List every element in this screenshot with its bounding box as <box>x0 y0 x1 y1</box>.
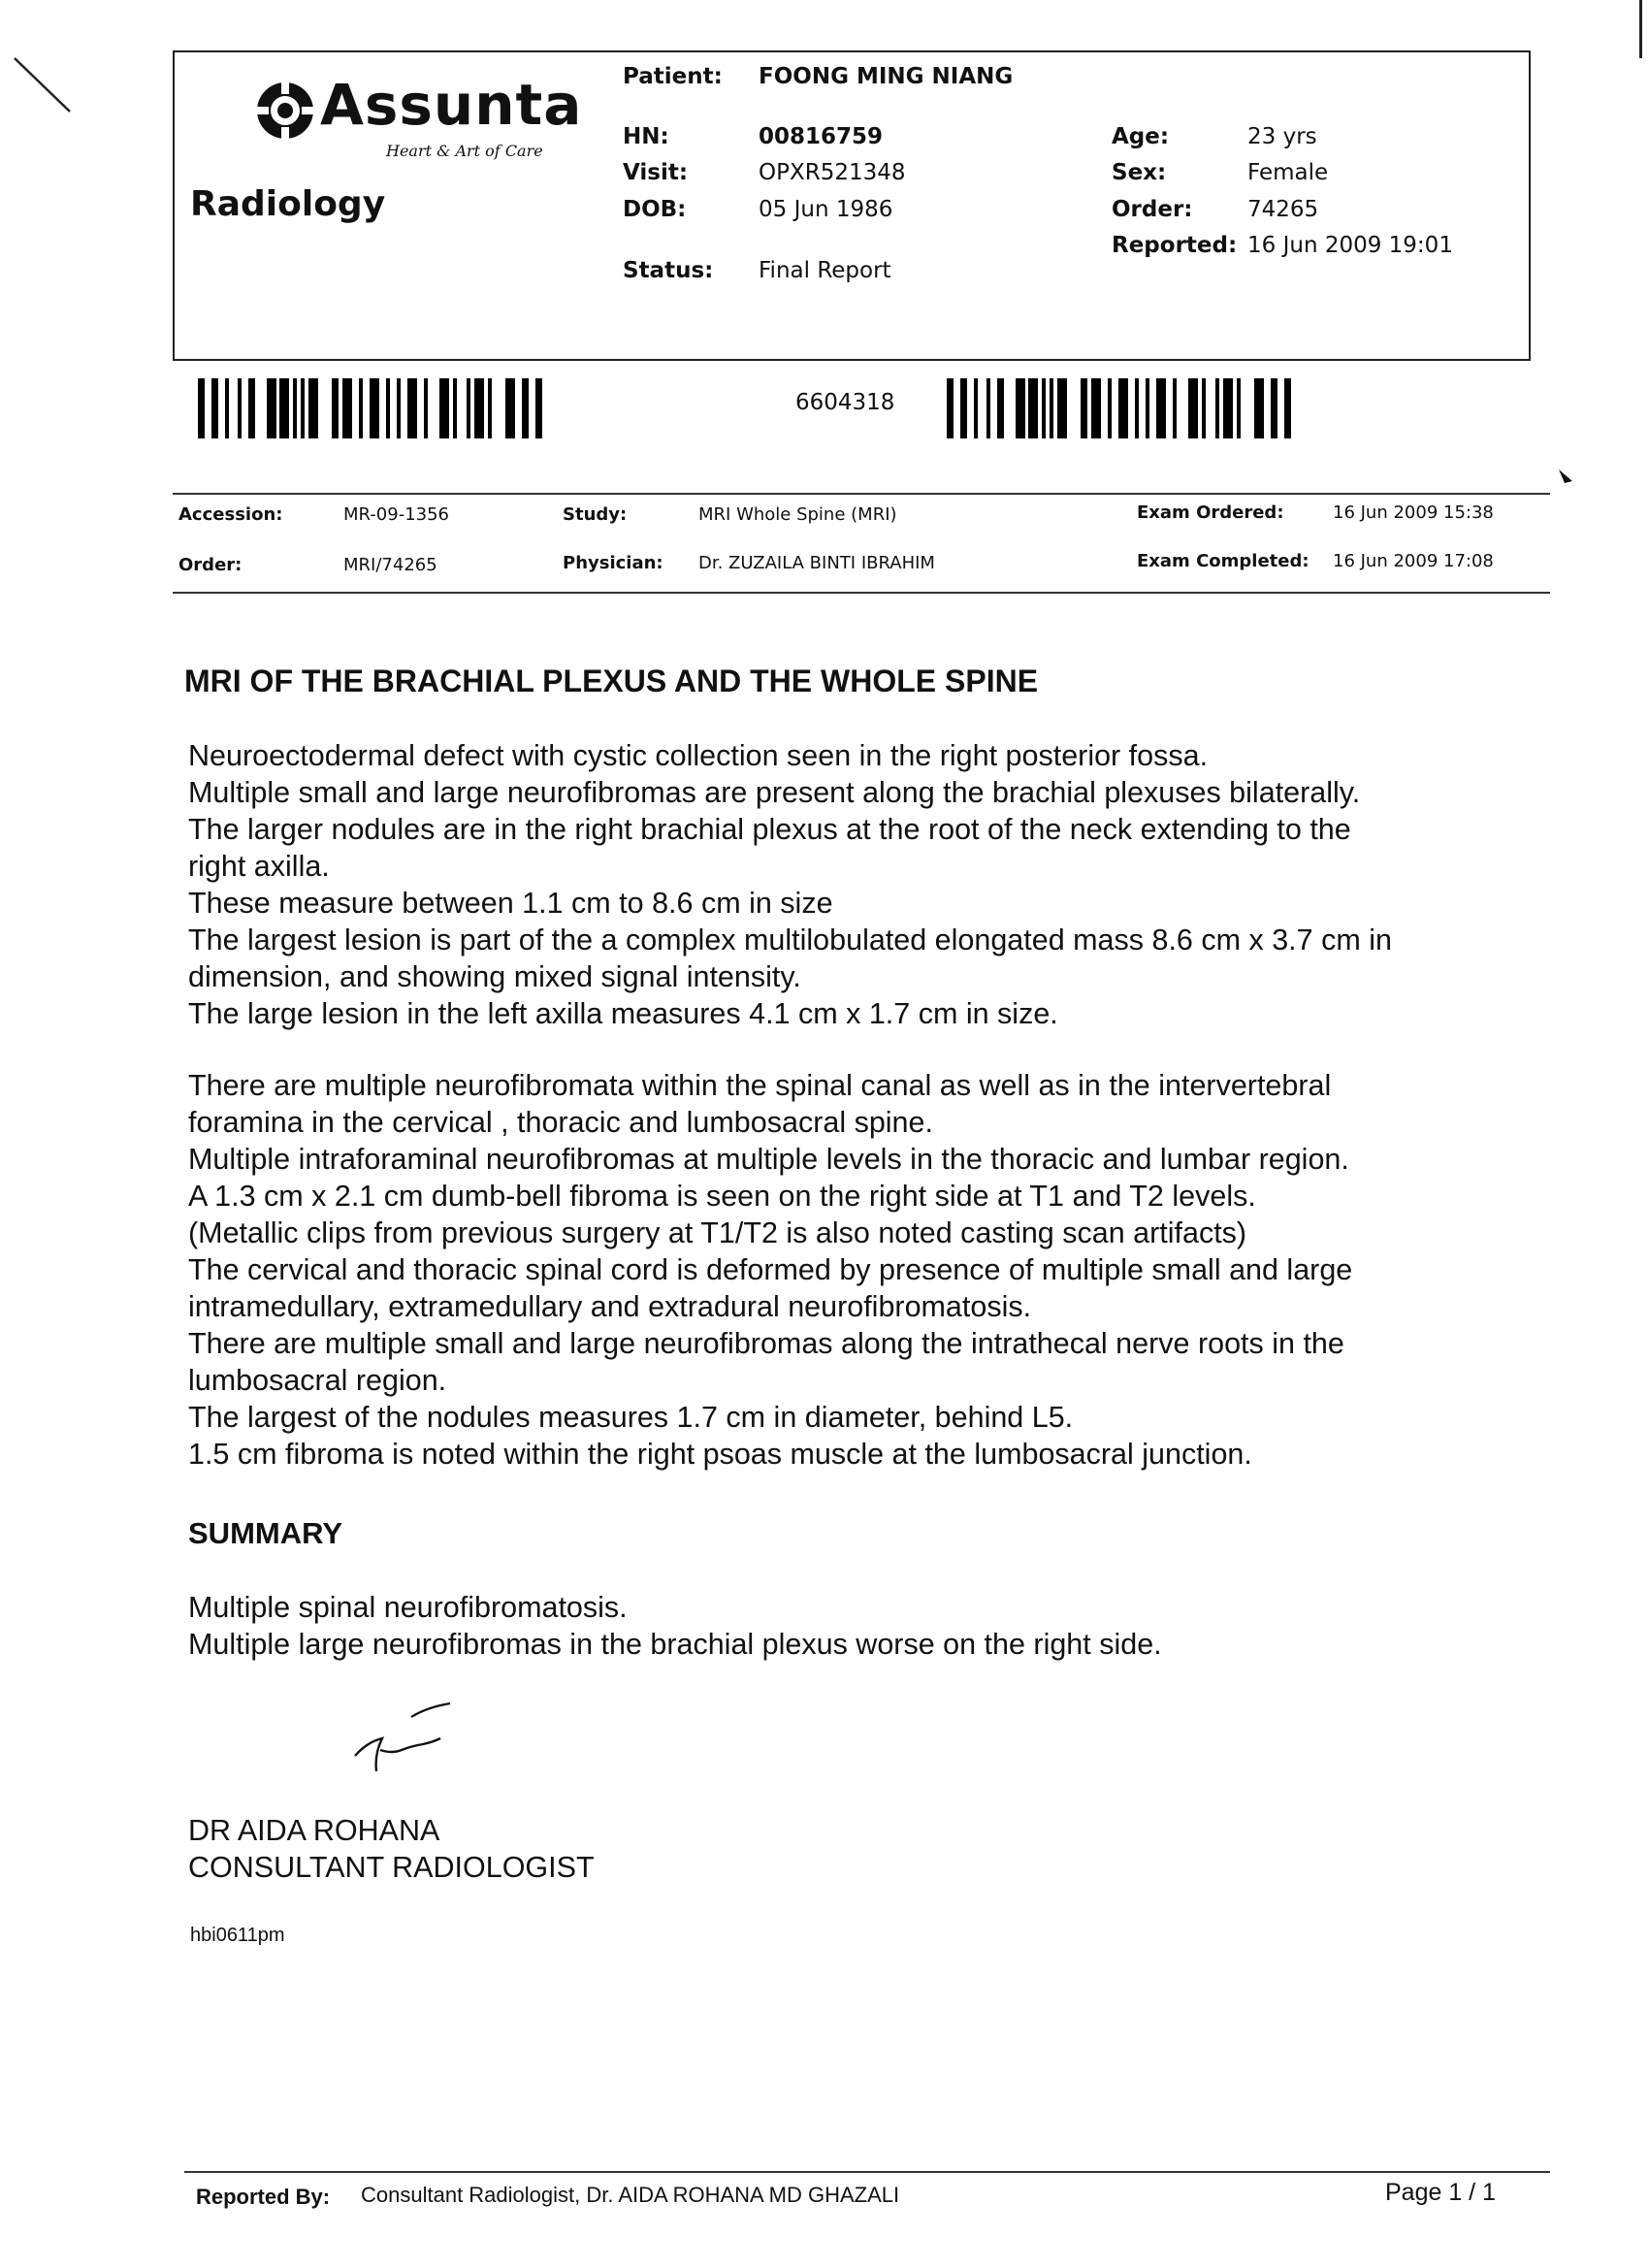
finding-line: There are multiple small and large neurofibromas along the intrathecal nerve roots in the <box>188 1327 1344 1360</box>
physician-value: Dr. ZUZAILA BINTI IBRAHIM <box>698 553 935 573</box>
patient-value: FOONG MING NIANG <box>759 64 1014 89</box>
arrow-mark <box>1557 468 1576 497</box>
assunta-logo-icon <box>254 80 316 142</box>
physician-label: Physician: <box>563 553 663 573</box>
finding-line: There are multiple neurofibromata within the spinal canal as well as in the intervertebral <box>188 1069 1332 1102</box>
finding-line: The cervical and thoracic spinal cord is deformed by presence of multiple small and large <box>188 1253 1353 1286</box>
finding-line: lumbosacral region. <box>188 1364 447 1397</box>
scan-mark <box>10 53 78 121</box>
accession-label: Accession: <box>178 504 283 525</box>
reported-label: Reported: <box>1112 233 1238 258</box>
summary-line: Multiple large neurofibromas in the brachial plexus worse on the right side. <box>188 1628 1162 1661</box>
scan-edge-mark <box>1639 0 1642 58</box>
department-title: Radiology <box>190 184 386 224</box>
reported-value: 16 Jun 2009 19:01 <box>1247 233 1453 258</box>
finding-line: 1.5 cm fibroma is noted within the right psoas muscle at the lumbosacral junction. <box>188 1438 1252 1471</box>
finding-line: foramina in the cervical , thoracic and lumbosacral spine. <box>188 1106 933 1139</box>
logo-tagline: Heart & Art of Care <box>386 142 543 160</box>
age-label: Age: <box>1112 124 1170 149</box>
status-label: Status: <box>623 258 714 283</box>
reported-by-value: Consultant Radiologist, Dr. AIDA ROHANA MD GHAZALI <box>361 2183 900 2207</box>
finding-line: The largest lesion is part of the a complex multilobulated elongated mass 8.6 cm x 3.7 cm in <box>188 923 1392 956</box>
sex-label: Sex: <box>1112 160 1167 185</box>
order-value: 74265 <box>1247 197 1319 222</box>
radiologist-name: DR AIDA ROHANA <box>188 1814 440 1847</box>
finding-line: dimension, and showing mixed signal intensity. <box>188 960 801 993</box>
study-info-top-rule <box>173 493 1550 495</box>
accession-value: MR-09-1356 <box>343 504 450 525</box>
reported-by-label: Reported By: <box>196 2185 331 2209</box>
reference-code: hbi0611pm <box>190 1925 285 1946</box>
report-title: MRI OF THE BRACHIAL PLEXUS AND THE WHOLE SPINE <box>184 664 1039 698</box>
finding-line: Multiple intraforaminal neurofibromas at multiple levels in the thoracic and lumbar region. <box>188 1143 1349 1176</box>
handwritten-signature <box>345 1696 471 1783</box>
page-number: Page 1 / 1 <box>1385 2179 1496 2206</box>
exam-ordered-value: 16 Jun 2009 15:38 <box>1333 502 1494 523</box>
dob-label: DOB: <box>623 197 687 222</box>
summary-line: Multiple spinal neurofibromatosis. <box>188 1591 628 1624</box>
finding-line: intramedullary, extramedullary and extradural neurofibromatosis. <box>188 1290 1032 1323</box>
findings-paragraph-1 <box>188 737 1392 1032</box>
study-info-bottom-rule <box>173 592 1550 594</box>
sex-value: Female <box>1247 160 1329 185</box>
age-value: 23 yrs <box>1247 124 1317 149</box>
hn-label: HN: <box>623 124 669 149</box>
visit-value: OPXR521348 <box>759 160 906 185</box>
exam-completed-value: 16 Jun 2009 17:08 <box>1333 551 1494 571</box>
dob-value: 05 Jun 1986 <box>759 197 893 222</box>
study-label: Study: <box>563 504 628 525</box>
footer-rule <box>184 2171 1550 2173</box>
finding-line: The large lesion in the left axilla measures 4.1 cm x 1.7 cm in size. <box>188 997 1058 1030</box>
patient-label: Patient: <box>623 64 723 89</box>
study-order-value: MRI/74265 <box>343 555 437 575</box>
hn-value: 00816759 <box>759 124 884 149</box>
logo-text: Assunta <box>320 72 583 138</box>
study-order-label: Order: <box>178 555 242 575</box>
findings-paragraph-2 <box>188 1067 1352 1473</box>
radiologist-title: CONSULTANT RADIOLOGIST <box>188 1851 595 1884</box>
finding-line: The largest of the nodules measures 1.7 cm in diameter, behind L5. <box>188 1401 1074 1434</box>
summary-paragraph <box>188 1589 1162 1663</box>
barcode-right <box>947 378 1432 438</box>
status-value: Final Report <box>759 258 891 283</box>
finding-line: These measure between 1.1 cm to 8.6 cm in size <box>188 887 833 920</box>
exam-ordered-label: Exam Ordered: <box>1137 502 1284 523</box>
finding-line: The larger nodules are in the right brachial plexus at the root of the neck extending to the <box>188 813 1351 846</box>
finding-line: A 1.3 cm x 2.1 cm dumb-bell fibroma is seen on the right side at T1 and T2 levels. <box>188 1180 1256 1213</box>
visit-label: Visit: <box>623 160 689 185</box>
order-label: Order: <box>1112 197 1193 222</box>
barcode-number: 6604318 <box>795 390 895 415</box>
study-value: MRI Whole Spine (MRI) <box>698 504 897 525</box>
finding-line: Multiple small and large neurofibromas are present along the brachial plexuses bilaterally. <box>188 776 1361 809</box>
finding-line: Neuroectodermal defect with cystic collection seen in the right posterior fossa. <box>188 739 1209 772</box>
summary-heading: SUMMARY <box>188 1516 343 1550</box>
exam-completed-label: Exam Completed: <box>1137 551 1310 571</box>
barcode-left <box>198 378 683 438</box>
finding-line: (Metallic clips from previous surgery at T1/T2 is also noted casting scan artifacts) <box>188 1216 1247 1249</box>
finding-line: right axilla. <box>188 850 330 883</box>
